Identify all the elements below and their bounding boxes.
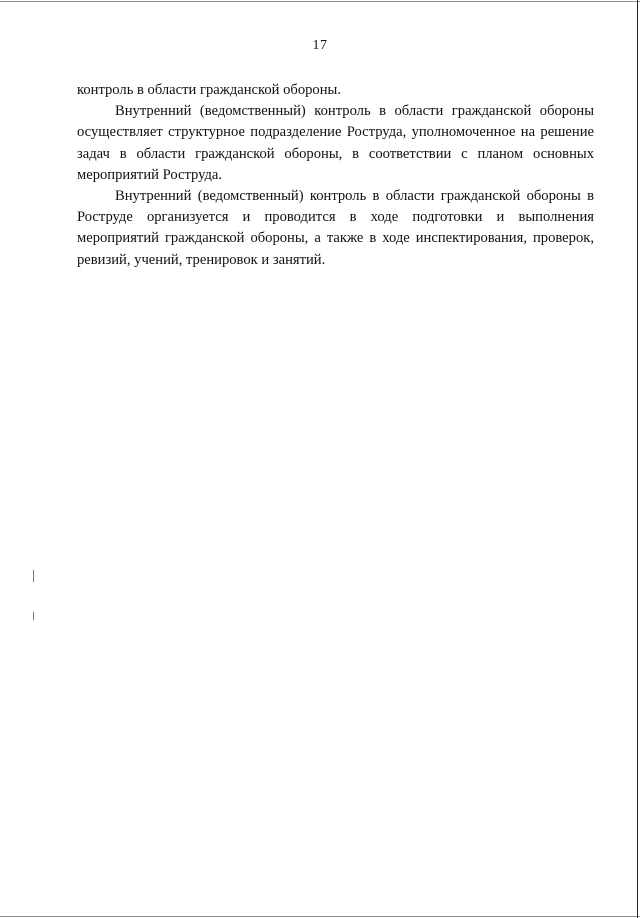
paragraph-continuation: контроль в области гражданской обороны.: [77, 82, 341, 98]
scan-artifact: [33, 612, 34, 620]
paragraph-internal-control-unit: Внутренний (ведомственный) контроль в области гражданской обороны осуществляет структурное подразделение Роструда, уполномоченное на решение задач в области гражданской обороны, в соответствии с планом основных мероприятий Роструда.: [77, 103, 594, 183]
document-body: [77, 80, 594, 271]
page-edge-top: [0, 1, 640, 2]
page-number: 17: [312, 38, 328, 53]
paragraph-internal-control-organization: Внутренний (ведомственный) контроль в области гражданской обороны в Роструде организуется и проводится в ходе подготовки и выполнения мероприятий гражданской обороны, а также в ходе инспектирования, проверок, ревизий, учений, тренировок и занятий.: [77, 188, 594, 268]
page-edge-bottom: [0, 916, 640, 917]
page-edge-right: [637, 0, 638, 918]
scan-artifact: [33, 570, 34, 582]
